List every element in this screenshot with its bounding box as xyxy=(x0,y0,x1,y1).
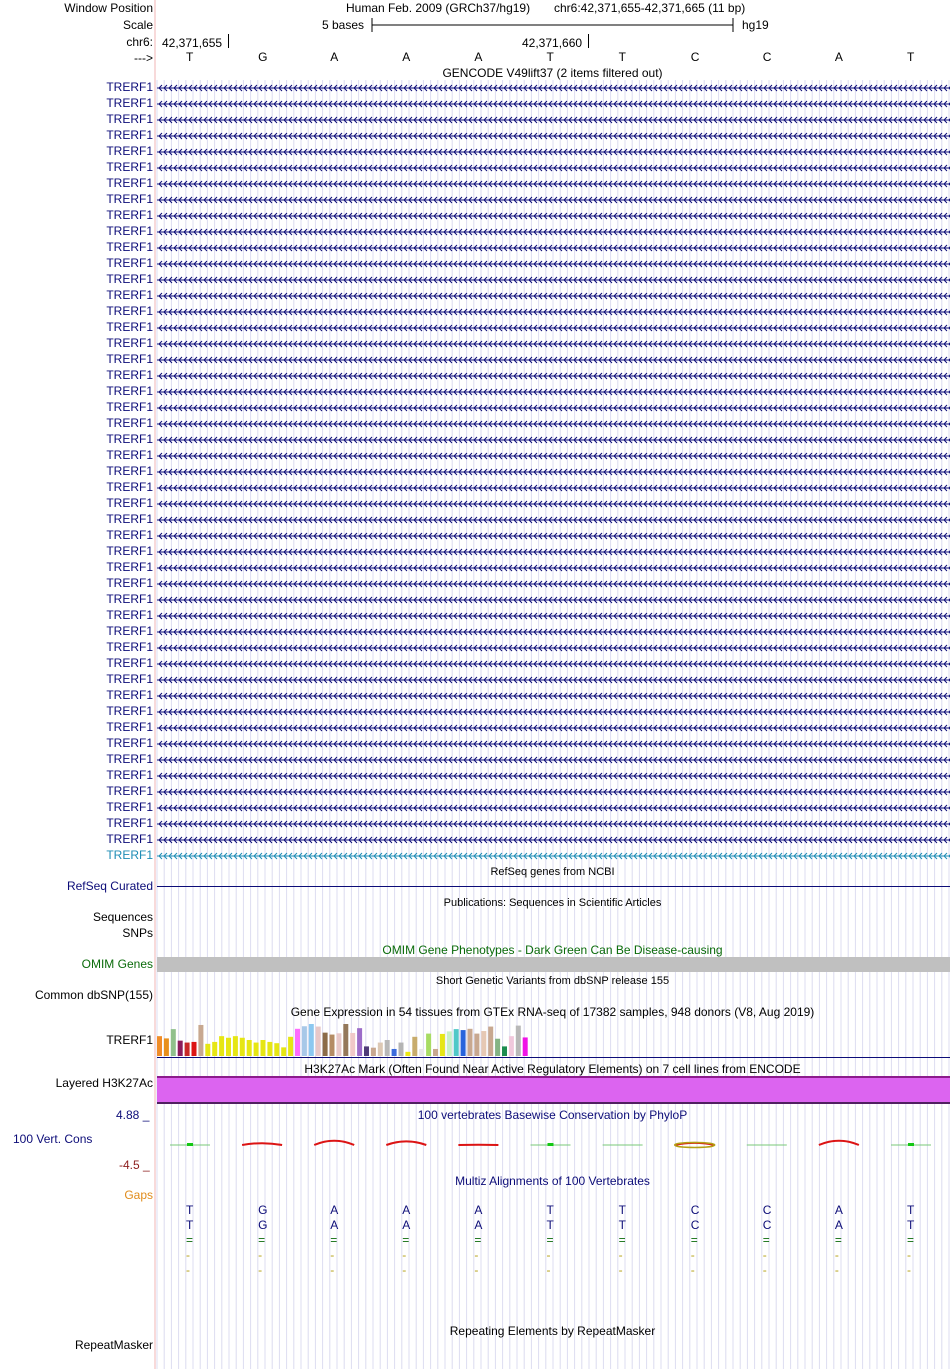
gtex-title: Gene Expression in 54 tissues from GTEx RNA-seq of 17382 samples, 948 donors (V8, Aug 2019) xyxy=(290,1005,815,1019)
alignment-base: - xyxy=(546,1248,551,1262)
gtex-bar[interactable] xyxy=(350,1033,355,1056)
cons-title: 100 vertebrates Basewise Conservation by PhyloP xyxy=(417,1108,688,1122)
cons-label[interactable]: 100 Vert. Cons xyxy=(13,1132,93,1146)
gtex-bar[interactable] xyxy=(274,1043,279,1056)
gtex-bar[interactable] xyxy=(357,1028,362,1056)
coord-left: 42,371,655 xyxy=(162,36,223,50)
cons-graph[interactable] xyxy=(0,1128,950,1158)
gene-label[interactable]: TRERF1 xyxy=(106,512,153,526)
gene-label[interactable]: TRERF1 xyxy=(106,448,153,462)
gene-label[interactable]: TRERF1 xyxy=(106,480,153,494)
gtex-bar[interactable] xyxy=(523,1037,528,1056)
gtex-bar[interactable] xyxy=(509,1036,514,1056)
alignment-base: - xyxy=(762,1263,767,1277)
h3k27ac-title: H3K27Ac Mark (Often Found Near Active Regulatory Elements) on 7 cell lines from ENCODE xyxy=(304,1062,801,1076)
cons-mark xyxy=(819,1141,859,1145)
gene-label[interactable]: TRERF1 xyxy=(106,752,153,766)
alignment-base: - xyxy=(402,1263,407,1277)
gtex-bar[interactable] xyxy=(364,1046,369,1056)
alignment-base: T xyxy=(186,1203,194,1217)
gene-label[interactable]: TRERF1 xyxy=(106,656,153,670)
alignment-base: A xyxy=(834,1218,843,1232)
gene-label[interactable]: TRERF1 xyxy=(106,112,153,126)
alignment-base: - xyxy=(258,1248,263,1262)
alignment-base: - xyxy=(186,1263,190,1277)
snps-label[interactable]: SNPs xyxy=(122,926,153,940)
gtex-bar[interactable] xyxy=(516,1026,521,1056)
gene-label[interactable]: TRERF1 xyxy=(106,800,153,814)
alignment-base: G xyxy=(258,1218,268,1232)
gtex-bar[interactable] xyxy=(178,1041,183,1056)
gtex-bar[interactable] xyxy=(461,1030,466,1056)
gtex-bar[interactable] xyxy=(157,1036,162,1056)
gtex-bar[interactable] xyxy=(316,1027,321,1056)
refseq-title: RefSeq genes from NCBI xyxy=(490,866,615,878)
gtex-bar[interactable] xyxy=(281,1047,286,1056)
gtex-bar[interactable] xyxy=(302,1026,307,1056)
alignment-base: T xyxy=(907,1218,915,1232)
alignment-base: A xyxy=(330,1203,339,1217)
gene-label[interactable]: TRERF1 xyxy=(106,432,153,446)
coord-mid: 42,371,660 xyxy=(522,36,583,50)
alignment-base: - xyxy=(546,1263,551,1277)
base-letter: A xyxy=(834,50,843,64)
sequences-label[interactable]: Sequences xyxy=(92,910,153,924)
alignment-base: - xyxy=(907,1263,911,1277)
gtex-bar[interactable] xyxy=(378,1043,383,1056)
alignment-base: = xyxy=(618,1233,626,1247)
gtex-bar[interactable] xyxy=(502,1046,507,1056)
gene-label[interactable]: TRERF1 xyxy=(106,688,153,702)
gtex-bar[interactable] xyxy=(371,1048,376,1056)
gtex-bar[interactable] xyxy=(226,1038,231,1056)
gene-label[interactable]: TRERF1 xyxy=(106,768,153,782)
gtex-bar[interactable] xyxy=(412,1037,417,1056)
gene-label[interactable]: TRERF1 xyxy=(106,592,153,606)
omim-label[interactable]: OMIM Genes xyxy=(81,957,153,971)
gene-label[interactable]: TRERF1 xyxy=(106,192,153,206)
gtex-bar[interactable] xyxy=(233,1036,238,1056)
position-text: chr6:42,371,655-42,371,665 (11 bp) xyxy=(554,1,746,15)
alignment-base: T xyxy=(907,1203,915,1217)
cons-min: -4.5 _ xyxy=(119,1158,150,1172)
gtex-bar[interactable] xyxy=(399,1043,404,1056)
alignment-base: - xyxy=(186,1248,190,1262)
gene-label[interactable]: TRERF1 xyxy=(106,816,153,830)
gtex-bar[interactable] xyxy=(447,1031,452,1056)
alignment-base: A xyxy=(402,1203,411,1217)
gene-label[interactable]: TRERF1 xyxy=(106,176,153,190)
gaps-label: Gaps xyxy=(124,1188,153,1202)
dbsnp-title: Short Genetic Variants from dbSNP release 155 xyxy=(435,975,670,987)
cons-peak xyxy=(548,1143,554,1146)
base-letter: C xyxy=(690,50,700,64)
alignment-base: T xyxy=(546,1203,554,1217)
gene-label[interactable]: TRERF1 xyxy=(106,400,153,414)
alignment-base: C xyxy=(762,1203,772,1217)
gtex-bar[interactable] xyxy=(336,1033,341,1056)
cons-mark xyxy=(386,1141,426,1145)
base-letter: T xyxy=(618,50,626,64)
alignment-base: - xyxy=(834,1263,839,1277)
chr-label: chr6: xyxy=(126,35,153,49)
base-letter: A xyxy=(402,50,411,64)
cons-mark xyxy=(242,1143,282,1145)
dbsnp-label[interactable]: Common dbSNP(155) xyxy=(34,988,153,1002)
repeatmasker-title: Repeating Elements by RepeatMasker xyxy=(449,1324,656,1338)
gtex-bar[interactable] xyxy=(267,1042,272,1056)
gene-label[interactable]: TRERF1 xyxy=(106,496,153,510)
gene-label[interactable]: TRERF1 xyxy=(106,672,153,686)
gtex-bar[interactable] xyxy=(495,1039,500,1056)
gene-label[interactable]: TRERF1 xyxy=(106,256,153,270)
scale-text: 5 bases xyxy=(322,18,365,32)
alignment-base: C xyxy=(690,1203,700,1217)
alignment-base: - xyxy=(330,1248,335,1262)
gene-label[interactable]: TRERF1 xyxy=(106,368,153,382)
alignment-base: A xyxy=(474,1203,483,1217)
gene-label[interactable]: TRERF1 xyxy=(106,832,153,846)
alignment-base: A xyxy=(834,1203,843,1217)
alignment-base: = xyxy=(402,1233,410,1247)
gtex-bar[interactable] xyxy=(419,1049,424,1056)
alignment-base: T xyxy=(186,1218,194,1232)
gtex-bar[interactable] xyxy=(433,1049,438,1056)
gtex-bar[interactable] xyxy=(288,1037,293,1056)
gene-label[interactable]: TRERF1 xyxy=(106,352,153,366)
alignment-base: - xyxy=(690,1248,695,1262)
alignment-base: - xyxy=(618,1248,623,1262)
gtex-bar[interactable] xyxy=(385,1040,390,1056)
multiz-title: Multiz Alignments of 100 Vertebrates xyxy=(455,1174,650,1188)
gtex-bar[interactable] xyxy=(212,1042,217,1056)
alignment-base: - xyxy=(618,1263,623,1277)
gtex-bar[interactable] xyxy=(392,1049,397,1056)
cons-mark xyxy=(675,1143,715,1148)
gtex-bar[interactable] xyxy=(261,1040,266,1056)
gene-label[interactable]: TRERF1 xyxy=(106,128,153,142)
alignment-base: = xyxy=(690,1233,698,1247)
gene-label[interactable]: TRERF1 xyxy=(106,640,153,654)
gene-label[interactable]: TRERF1 xyxy=(106,576,153,590)
cons-max: 4.88 _ xyxy=(116,1108,150,1122)
alignment-base: - xyxy=(258,1263,263,1277)
gtex-bar[interactable] xyxy=(185,1043,190,1056)
gtex-bar[interactable] xyxy=(481,1031,486,1056)
alignment-base: - xyxy=(474,1248,479,1262)
gtex-bar[interactable] xyxy=(405,1052,410,1056)
gtex-bar[interactable] xyxy=(309,1024,314,1056)
cons-peak xyxy=(908,1143,914,1146)
gene-label[interactable]: TRERF1 xyxy=(106,560,153,574)
gtex-bar[interactable] xyxy=(323,1033,328,1056)
gene-label[interactable]: TRERF1 xyxy=(106,720,153,734)
base-letter: T xyxy=(186,50,194,64)
gene-label[interactable]: TRERF1 xyxy=(106,80,153,94)
refseq-label[interactable]: RefSeq Curated xyxy=(66,879,153,893)
gene-label[interactable]: TRERF1 xyxy=(106,464,153,478)
gene-label[interactable]: TRERF1 xyxy=(106,736,153,750)
gene-label[interactable]: TRERF1 xyxy=(106,848,153,862)
gtex-bar[interactable] xyxy=(454,1029,459,1056)
gtex-bar[interactable] xyxy=(474,1034,479,1056)
gene-label[interactable]: TRERF1 xyxy=(106,224,153,238)
base-letter: C xyxy=(762,50,772,64)
alignment-base: T xyxy=(618,1218,626,1232)
gtex-bar[interactable] xyxy=(219,1036,224,1056)
base-letter: A xyxy=(474,50,483,64)
publications-title: Publications: Sequences in Scientific Articles xyxy=(443,897,662,909)
window-position-label: Window Position xyxy=(64,1,153,15)
alignment-base: = xyxy=(330,1233,338,1247)
gene-label[interactable]: TRERF1 xyxy=(106,784,153,798)
alignment-base: = xyxy=(907,1233,915,1247)
gene-label[interactable]: TRERF1 xyxy=(106,416,153,430)
alignment-base: = xyxy=(834,1233,842,1247)
gene-label[interactable]: TRERF1 xyxy=(106,160,153,174)
gtex-bar[interactable] xyxy=(240,1038,245,1056)
alignment-base: G xyxy=(258,1203,268,1217)
alignment-base: T xyxy=(618,1203,626,1217)
alignment-base: A xyxy=(402,1218,411,1232)
gene-label[interactable]: TRERF1 xyxy=(106,384,153,398)
assembly-text: Human Feb. 2009 (GRCh37/hg19) xyxy=(346,1,531,15)
gtex-bar[interactable] xyxy=(468,1029,473,1056)
alignment-base: = xyxy=(186,1233,194,1247)
gtex-bar[interactable] xyxy=(488,1027,493,1056)
gene-label[interactable]: TRERF1 xyxy=(106,608,153,622)
gene-label[interactable]: TRERF1 xyxy=(106,208,153,222)
base-letter: T xyxy=(907,50,915,64)
gene-label[interactable]: TRERF1 xyxy=(106,288,153,302)
gtex-bar[interactable] xyxy=(164,1038,169,1056)
alignment-base: = xyxy=(762,1233,770,1247)
cons-mark xyxy=(314,1141,354,1145)
scale-label: Scale xyxy=(122,18,153,32)
alignment-base: - xyxy=(690,1263,695,1277)
alignment-base: A xyxy=(474,1218,483,1232)
base-letter: G xyxy=(258,50,268,64)
gtex-bar[interactable] xyxy=(171,1029,176,1056)
db-text: hg19 xyxy=(742,18,769,32)
gene-label[interactable]: TRERF1 xyxy=(106,240,153,254)
gene-label[interactable]: TRERF1 xyxy=(106,704,153,718)
strand-label: ---> xyxy=(134,51,153,65)
alignment-base: C xyxy=(690,1218,700,1232)
alignment-base: C xyxy=(762,1218,772,1232)
alignment-base: = xyxy=(474,1233,482,1247)
gene-label[interactable]: TRERF1 xyxy=(106,528,153,542)
gtex-bar[interactable] xyxy=(440,1034,445,1056)
gene-label[interactable]: TRERF1 xyxy=(106,624,153,638)
gtex-bar[interactable] xyxy=(205,1044,210,1056)
gene-label[interactable]: TRERF1 xyxy=(106,272,153,286)
gtex-bar[interactable] xyxy=(330,1035,335,1056)
gencode-title: GENCODE V49lift37 (2 items filtered out) xyxy=(442,66,663,80)
alignment-base: - xyxy=(907,1248,911,1262)
alignment-base: - xyxy=(762,1248,767,1262)
gene-label[interactable]: TRERF1 xyxy=(106,320,153,334)
h3k27ac-label[interactable]: Layered H3K27Ac xyxy=(55,1076,153,1090)
alignment-base: = xyxy=(546,1233,554,1247)
gene-label[interactable]: TRERF1 xyxy=(106,144,153,158)
gene-label[interactable]: TRERF1 xyxy=(106,304,153,318)
gtex-bar[interactable] xyxy=(198,1025,203,1056)
gtex-bar[interactable] xyxy=(192,1042,197,1056)
base-letter: A xyxy=(330,50,339,64)
gtex-bar[interactable] xyxy=(343,1024,348,1056)
alignment-base: - xyxy=(834,1248,839,1262)
alignment-base: T xyxy=(546,1218,554,1232)
gtex-label[interactable]: TRERF1 xyxy=(106,1033,153,1047)
gtex-baseline xyxy=(157,1057,950,1058)
gtex-bar[interactable] xyxy=(295,1029,300,1056)
cons-peak xyxy=(187,1143,193,1146)
omim-title: OMIM Gene Phenotypes - Dark Green Can Be Disease-causing xyxy=(382,943,723,957)
gtex-bar[interactable] xyxy=(426,1034,431,1056)
gtex-bar[interactable] xyxy=(254,1043,259,1056)
repeatmasker-label[interactable]: RepeatMasker xyxy=(74,1338,153,1352)
alignment-base: - xyxy=(474,1263,479,1277)
base-letter: T xyxy=(546,50,554,64)
alignment-base: = xyxy=(258,1233,266,1247)
gene-label[interactable]: TRERF1 xyxy=(106,96,153,110)
alignment-base: A xyxy=(330,1218,339,1232)
gtex-bar[interactable] xyxy=(247,1040,252,1056)
alignment-base: - xyxy=(402,1248,407,1262)
gene-label[interactable]: TRERF1 xyxy=(106,336,153,350)
h3k27ac-bar[interactable] xyxy=(157,1076,950,1104)
gene-label[interactable]: TRERF1 xyxy=(106,544,153,558)
alignment-base: - xyxy=(330,1263,335,1277)
